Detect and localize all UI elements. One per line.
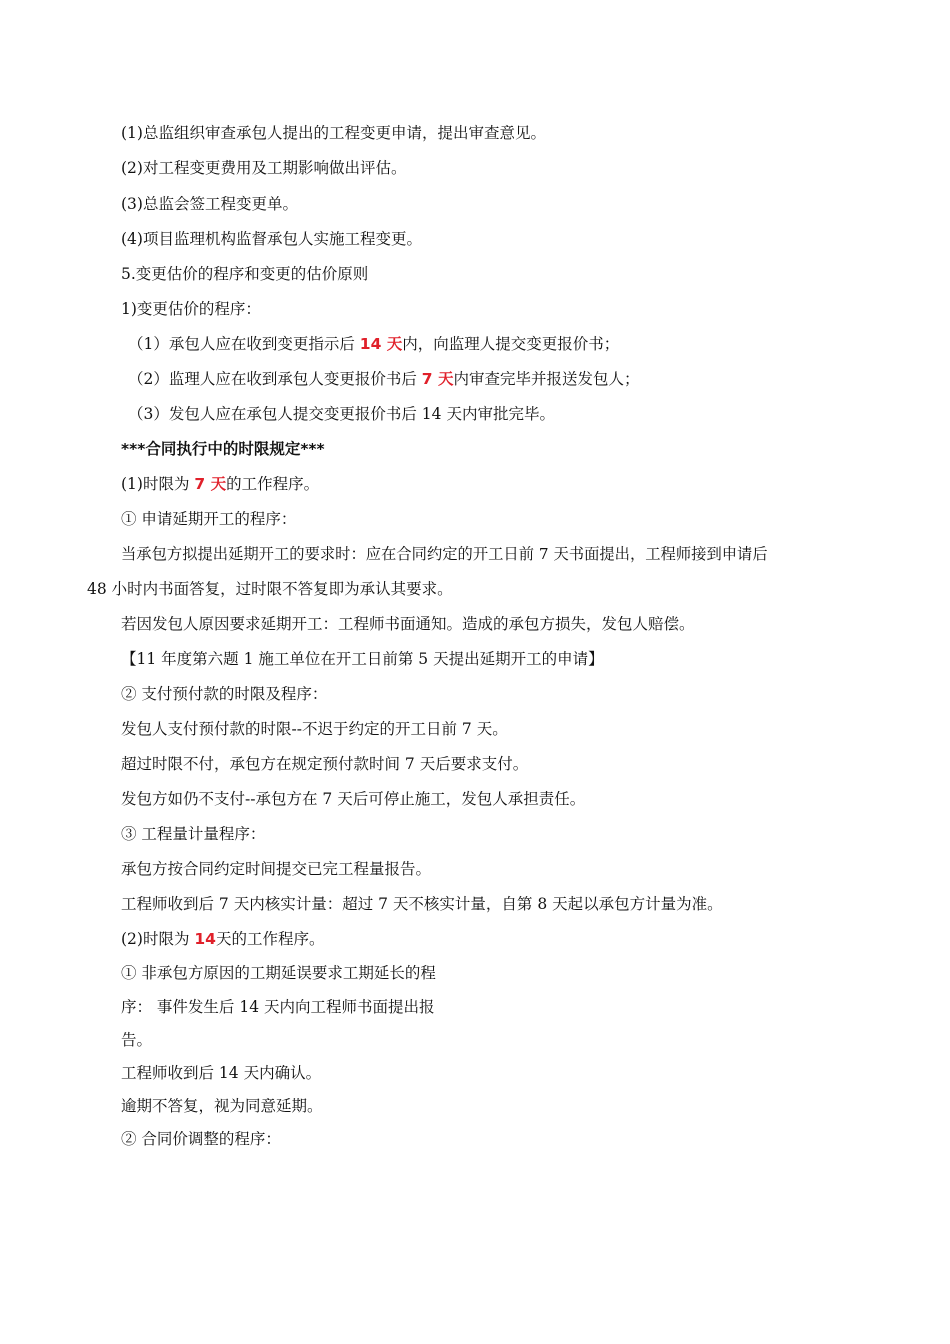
text-segment: 内审查完毕并报送发包人； — [453, 370, 640, 388]
bold-heading: ***合同执行中的时限规定*** — [121, 440, 325, 458]
text-line: 承包方按合同约定时间提交已完工程量报告。 — [121, 860, 432, 878]
text-line: 告。 — [121, 1031, 153, 1049]
text-segment: （2）监理人应在收到承包人变更报价书后 — [128, 370, 422, 388]
text-line: 48 小时内书面答复，过时限不答复即为承认其要求。 — [87, 580, 453, 598]
text-line: 序： 事件发生后 14 天内向工程师书面提出报 — [121, 998, 435, 1016]
text-segment: （1）承包人应在收到变更指示后 — [128, 335, 360, 353]
highlighted-term: 14 — [194, 930, 216, 948]
text-segment: (2)时限为 — [121, 930, 195, 948]
highlighted-term: 7 天 — [421, 370, 454, 388]
text-line: 工程师收到后 14 天内确认。 — [121, 1064, 322, 1082]
text-line: 发包方如仍不支付--承包方在 7 天后可停止施工，发包人承担责任。 — [121, 790, 586, 808]
text-line: 若因发包人原因要求延期开工：工程师书面通知。造成的承包方损失，发包人赔偿。 — [121, 615, 695, 633]
text-line: 发包人支付预付款的时限--不迟于约定的开工日前 7 天。 — [121, 720, 508, 738]
text-line: 【11 年度第六题 1 施工单位在开工日前第 5 天提出延期开工的申请】 — [121, 650, 604, 668]
text-segment: 天的工作程序。 — [215, 930, 325, 948]
text-line: ② 支付预付款的时限及程序： — [121, 685, 328, 703]
text-line: (2)对工程变更费用及工期影响做出评估。 — [121, 159, 407, 177]
highlighted-term: 14 天 — [359, 335, 403, 353]
text-line: (4)项目监理机构监督承包人实施工程变更。 — [121, 230, 422, 248]
text-segment: 的工作程序。 — [226, 475, 320, 493]
highlighted-term: 7 天 — [194, 475, 227, 493]
text-line: (1)总监组织审查承包人提出的工程变更申请，提出审查意见。 — [121, 124, 546, 142]
text-segment: 内，向监理人提交变更报价书； — [402, 335, 620, 353]
text-line: 工程师收到后 7 天内核实计量：超过 7 天不核实计量，自第 8 天起以承包方计量为准。 — [121, 895, 723, 913]
text-line: 逾期不答复，视为同意延期。 — [121, 1097, 323, 1115]
text-line — [128, 369, 640, 389]
text-line: 当承包方拟提出延期开工的要求时：应在合同约定的开工日前 7 天书面提出，工程师接到申请后 — [121, 545, 768, 563]
text-line — [128, 334, 619, 354]
sub-heading: 1)变更估价的程序： — [121, 300, 261, 318]
text-line: （3）发包人应在承包人提交变更报价书后 14 天内审批完毕。 — [128, 405, 555, 423]
text-segment: (1)时限为 — [121, 475, 195, 493]
text-line — [121, 474, 319, 494]
text-line: ① 非承包方原因的工期延误要求工期延长的程 — [121, 964, 436, 982]
section-heading: 5.变更估价的程序和变更的估价原则 — [121, 265, 369, 283]
text-line: 超过时限不付，承包方在规定预付款时间 7 天后要求支付。 — [121, 755, 529, 773]
text-line: (3)总监会签工程变更单。 — [121, 195, 298, 213]
text-line: ① 申请延期开工的程序： — [121, 510, 297, 528]
text-line: ② 合同价调整的程序： — [121, 1130, 281, 1148]
text-line: ③ 工程量计量程序： — [121, 825, 266, 843]
text-line — [121, 929, 324, 949]
